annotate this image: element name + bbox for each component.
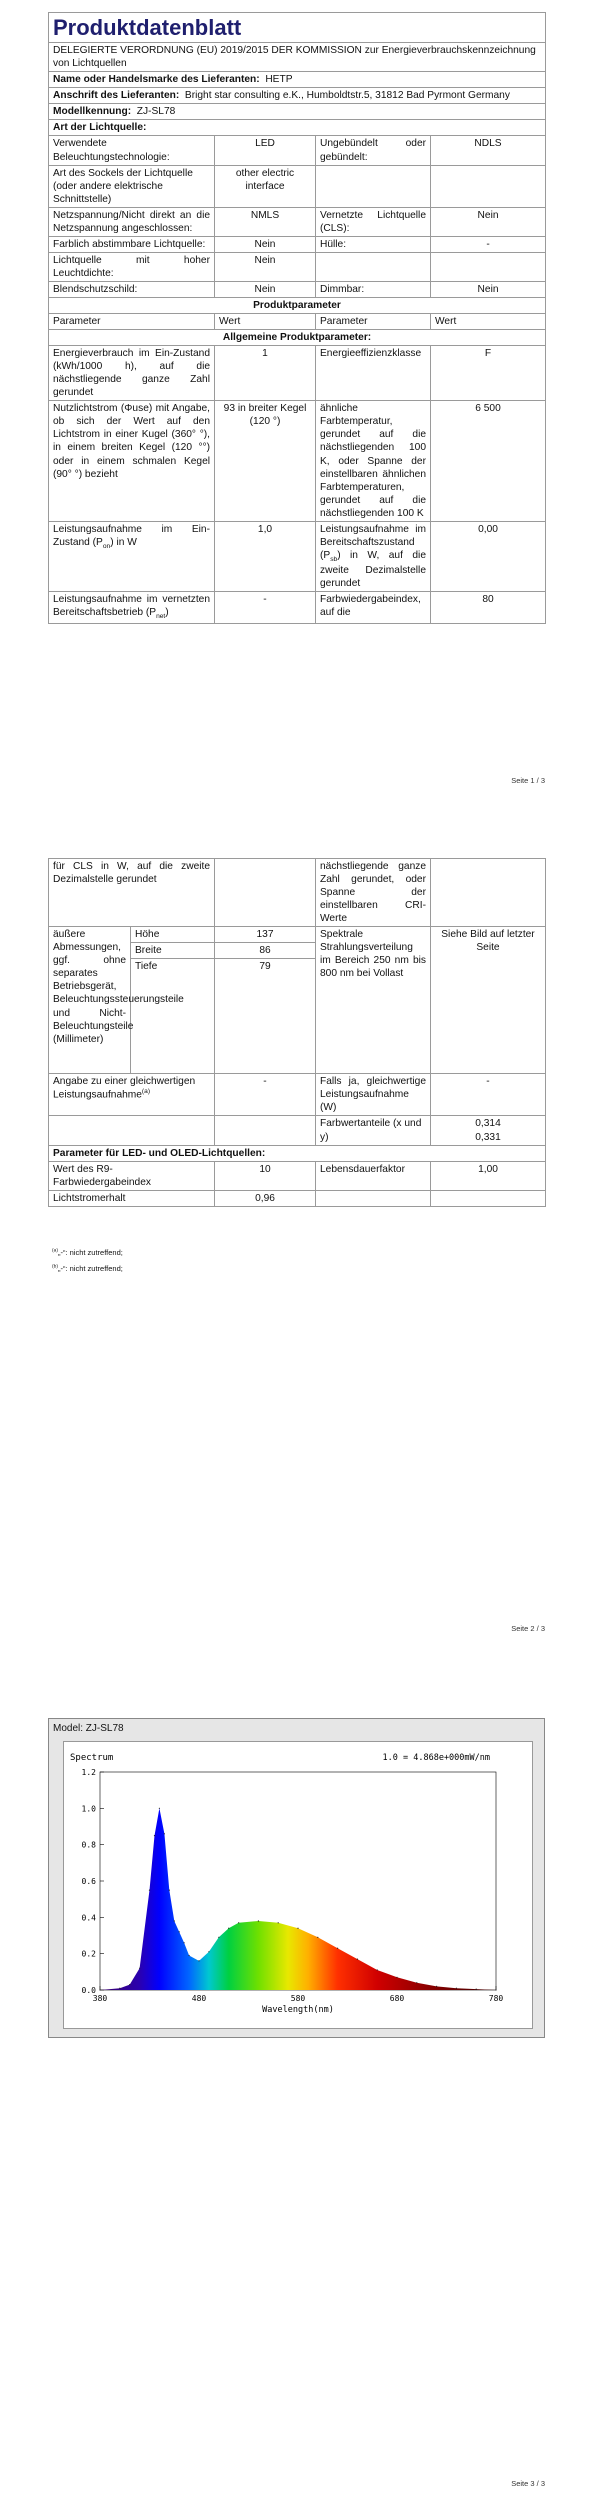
- spectrum-point: [228, 1928, 229, 1929]
- spectrum-point: [198, 1960, 199, 1961]
- y-tick-label: 0.0: [81, 1986, 96, 1995]
- depth-label: Tiefe: [131, 959, 215, 1074]
- useful-flux-label: Nutzlichtstrom (Φuse) mit Angabe, ob sich der Wert auf den Lichtstrom in einer Kugel (360° °), in einem breiten Kegel (120 °°) oder in einem schmalen Kegel (90° °) bezieht: [49, 401, 215, 521]
- cls-label: Vernetzte Lichtquelle (CLS):: [316, 207, 431, 236]
- spectrum-point: [119, 1988, 120, 1989]
- envelope-label: Hülle:: [316, 236, 431, 252]
- col-header-parameter-2: Parameter: [316, 314, 431, 330]
- equivalent-power-value: -: [215, 1074, 316, 1116]
- page-number-2: Seite 2 / 3: [511, 1624, 545, 1633]
- spectrum-point: [396, 1977, 397, 1978]
- spectrum-point: [297, 1928, 298, 1929]
- col-header-value: Wert: [215, 314, 316, 330]
- y-tick-label: 1.2: [81, 1768, 96, 1777]
- product-datasheet-table-p1: [48, 12, 546, 624]
- equivalent-power-label: Angabe zu einer gleichwertigen Leistungsaufnahme$^{(a)}$: [49, 1074, 215, 1116]
- lumen-maintenance-value: 0,96: [215, 1190, 316, 1206]
- energy-consumption-value: 1: [215, 346, 316, 401]
- spectrum-point: [476, 1989, 477, 1990]
- equivalent-power-watt-value: -: [431, 1074, 546, 1116]
- envelope-value: -: [431, 236, 546, 252]
- cri-label-cont: nächstliegende ganze Zahl gerundet, oder Spanne der einstellbaren CRI-Werte: [316, 859, 431, 927]
- mains-label: Netzspannung/Nicht direkt an die Netzspannung angeschlossen:: [49, 207, 215, 236]
- spd-label: Spektrale Strahlungsverteilung im Bereich 250 nm bis 800 nm bei Vollast: [316, 927, 431, 1074]
- on-mode-power-label: Leistungsaufnahme im Ein-Zustand $(P_{on})$ in W: [49, 521, 215, 592]
- cct-value: 6 500: [431, 401, 546, 521]
- product-datasheet-table-p2: [48, 858, 546, 1207]
- spectrum-point: [278, 1922, 279, 1923]
- lumen-maintenance-label: Lichtstromerhalt: [49, 1190, 215, 1206]
- spectrum-point: [317, 1937, 318, 1938]
- general-params-heading: Allgemeine Produktparameter:: [49, 330, 546, 346]
- spectrum-box: [48, 1718, 545, 2038]
- spectrum-chart: [63, 1741, 533, 2029]
- y-tick-label: 1.0: [81, 1804, 96, 1814]
- x-tick-label: 580: [290, 1994, 306, 2003]
- energy-class-value: F: [431, 346, 546, 401]
- spectrum-point: [184, 1942, 185, 1943]
- dimensions-label: äußere Abmessungen, ggf. ohne separates Betriebsgerät, Beleuchtungssteuerungsteile und Nicht-Beleuchtungsteile (Millimeter): [49, 927, 131, 1074]
- page-number-3: Seite 3 / 3: [511, 2479, 545, 2488]
- led-params-heading: Parameter für LED- und OLED-Lichtquellen:: [49, 1145, 546, 1161]
- mains-value: NMLS: [215, 207, 316, 236]
- standby-power-value: 0,00: [431, 521, 546, 592]
- high-luminance-label: Lichtquelle mit hoher Leuchtdichte:: [49, 252, 215, 281]
- spd-value: Siehe Bild auf letzter Seite: [431, 927, 546, 1074]
- supplier-name-value: HETP: [265, 74, 293, 86]
- cri-value: 80: [431, 592, 546, 624]
- document-title: Produktdatenblatt: [49, 13, 546, 43]
- spectrum-point: [139, 1968, 140, 1969]
- width-value: 86: [215, 943, 316, 959]
- anti-glare-label: Blendschutzschild:: [49, 281, 215, 297]
- chromaticity-value: [431, 1116, 546, 1145]
- high-luminance-value: Nein: [215, 252, 316, 281]
- cct-label: ähnliche Farbtemperatur, gerundet auf die nächstliegenden 100 K, oder Spanne der einstellbaren ähnlichen Farbtemperaturen, gerundet auf die nächstliegenden 100 K: [316, 401, 431, 521]
- supplier-address-row: [49, 88, 546, 104]
- footnote-a: $^{(a)}$„-“: nicht zutreffend;: [52, 1248, 123, 1257]
- spectrum-point: [208, 1951, 209, 1952]
- spectrum-point: [337, 1948, 338, 1949]
- depth-value: 79: [215, 959, 316, 1074]
- spectrum-point: [159, 1808, 160, 1809]
- light-source-type-heading: Art der Lichtquelle:: [49, 120, 546, 136]
- y-tick-label: 0.4: [81, 1913, 96, 1923]
- supplier-address-value: Bright star consulting e.K., Humboldtstr.5, 31812 Bad Pyrmont Germany: [184, 90, 510, 102]
- supplier-address-label: Anschrift des Lieferanten:: [53, 90, 180, 102]
- x-tick-label: 780: [488, 1994, 504, 2003]
- x-tick-label: 680: [389, 1994, 405, 2003]
- model-row: [49, 104, 546, 120]
- y-tick-label: 0.2: [81, 1949, 96, 1959]
- spectrum-point: [238, 1922, 239, 1923]
- spectrum-point: [179, 1931, 180, 1932]
- spectrum-point: [495, 1989, 496, 1990]
- unbundled-label: Ungebündelt oder gebündelt:: [316, 136, 431, 165]
- r9-label: Wert des R9-Farbwiedergabeindex: [49, 1161, 215, 1190]
- product-params-heading: Produktparameter: [49, 297, 546, 313]
- spectrum-point: [174, 1920, 175, 1921]
- cri-label: Farbwiedergabeindex, auf die: [316, 592, 431, 624]
- chromaticity-label: Farbwertanteile (x und y): [316, 1116, 431, 1145]
- colour-tunable-label: Farblich abstimmbare Lichtquelle:: [49, 236, 215, 252]
- energy-consumption-label: Energieverbrauch im Ein-Zustand (kWh/1000 h), auf die nächstliegende ganze Zahl gerundet: [49, 346, 215, 401]
- y-tick-label: 0.6: [81, 1877, 96, 1886]
- energy-class-label: Energieeffizienzklasse: [316, 346, 431, 401]
- x-axis-label: Wavelength(nm): [262, 2005, 334, 2015]
- spectrum-point: [357, 1959, 358, 1960]
- spectrum-point: [456, 1988, 457, 1989]
- model-label: Modellkennung:: [53, 106, 132, 118]
- x-tick-label: 480: [191, 1994, 207, 2003]
- useful-flux-value: 93 in breiter Kegel (120 °): [215, 401, 316, 521]
- equivalent-power-watt-label: Falls ja, gleichwertige Leistungsaufnahme (W): [316, 1074, 431, 1116]
- supplier-name-label: Name oder Handelsmarke des Lieferanten:: [53, 74, 260, 86]
- width-label: Breite: [131, 943, 215, 959]
- on-mode-power-value: 1,0: [215, 521, 316, 592]
- spectrum-point: [149, 1890, 150, 1891]
- spectrum-svg: [64, 1742, 532, 2028]
- unbundled-value: NDLS: [431, 136, 546, 165]
- spectrum-model-value: ZJ-SL78: [85, 1723, 124, 1734]
- cls-value: Nein: [431, 207, 546, 236]
- page-number-1: Seite 1 / 3: [511, 776, 545, 785]
- height-label: Höhe: [131, 927, 215, 943]
- spectrum-area: [100, 1808, 496, 1990]
- networked-standby-label: Leistungsaufnahme im vernetzten Bereitschaftsbetrieb $(P_{net})$: [49, 592, 215, 624]
- spectrum-point: [218, 1937, 219, 1938]
- spectrum-point: [416, 1982, 417, 1983]
- spectrum-point: [377, 1969, 378, 1970]
- r9-value: 10: [215, 1161, 316, 1190]
- chromaticity-y: 0,331: [475, 1131, 501, 1143]
- spectrum-point: [164, 1833, 165, 1834]
- footnote-b: $^{(b)}$„-“: nicht zutreffend;: [52, 1264, 123, 1273]
- regulation-text: DELEGIERTE VERORDNUNG (EU) 2019/2015 DER KOMMISSION zur Energieverbrauchskennzeichnung von Lichtquellen: [49, 43, 546, 72]
- spectrum-model-title: Model: ZJ-SL78: [53, 1723, 124, 1734]
- spectrum-point: [129, 1984, 130, 1985]
- survival-factor-label: Lebensdauerfaktor: [316, 1161, 431, 1190]
- supplier-name-row: [49, 72, 546, 88]
- networked-standby-value: -: [215, 592, 316, 624]
- spectrum-point: [169, 1890, 170, 1891]
- height-value: 137: [215, 927, 316, 943]
- anti-glare-value: Nein: [215, 281, 316, 297]
- spectrum-point: [154, 1835, 155, 1836]
- technology-label: Verwendete Beleuchtungstechnologie:: [49, 136, 215, 165]
- survival-factor-value: 1,00: [431, 1161, 546, 1190]
- spectrum-point: [436, 1986, 437, 1987]
- dimmable-label: Dimmbar:: [316, 281, 431, 297]
- cap-type-value: other electric interface: [215, 165, 316, 207]
- col-header-value-2: Wert: [431, 314, 546, 330]
- spectrum-point: [258, 1920, 259, 1921]
- spectrum-point: [189, 1955, 190, 1956]
- spectrum-point: [99, 1989, 100, 1990]
- model-value: ZJ-SL78: [136, 106, 176, 118]
- cap-type-label: Art des Sockels der Lichtquelle (oder andere elektrische Schnittstelle): [49, 165, 215, 207]
- dimmable-value: Nein: [431, 281, 546, 297]
- colour-tunable-value: Nein: [215, 236, 316, 252]
- col-header-parameter: Parameter: [49, 314, 215, 330]
- standby-power-label: Leistungsaufnahme im Bereitschaftszustand $(P_{sb})$ in W, auf die zweite Dezimalstelle gerundet: [316, 521, 431, 592]
- technology-value: LED: [215, 136, 316, 165]
- chart-annotation: 1.0 = 4.868e+000mW/nm: [382, 1753, 490, 1763]
- chromaticity-x: 0,314: [475, 1118, 501, 1130]
- y-tick-label: 0.8: [81, 1840, 96, 1850]
- chart-title: Spectrum: [70, 1753, 114, 1763]
- networked-standby-label-cont: für CLS in W, auf die zweite Dezimalstelle gerundet: [49, 859, 215, 927]
- x-tick-label: 380: [92, 1994, 108, 2003]
